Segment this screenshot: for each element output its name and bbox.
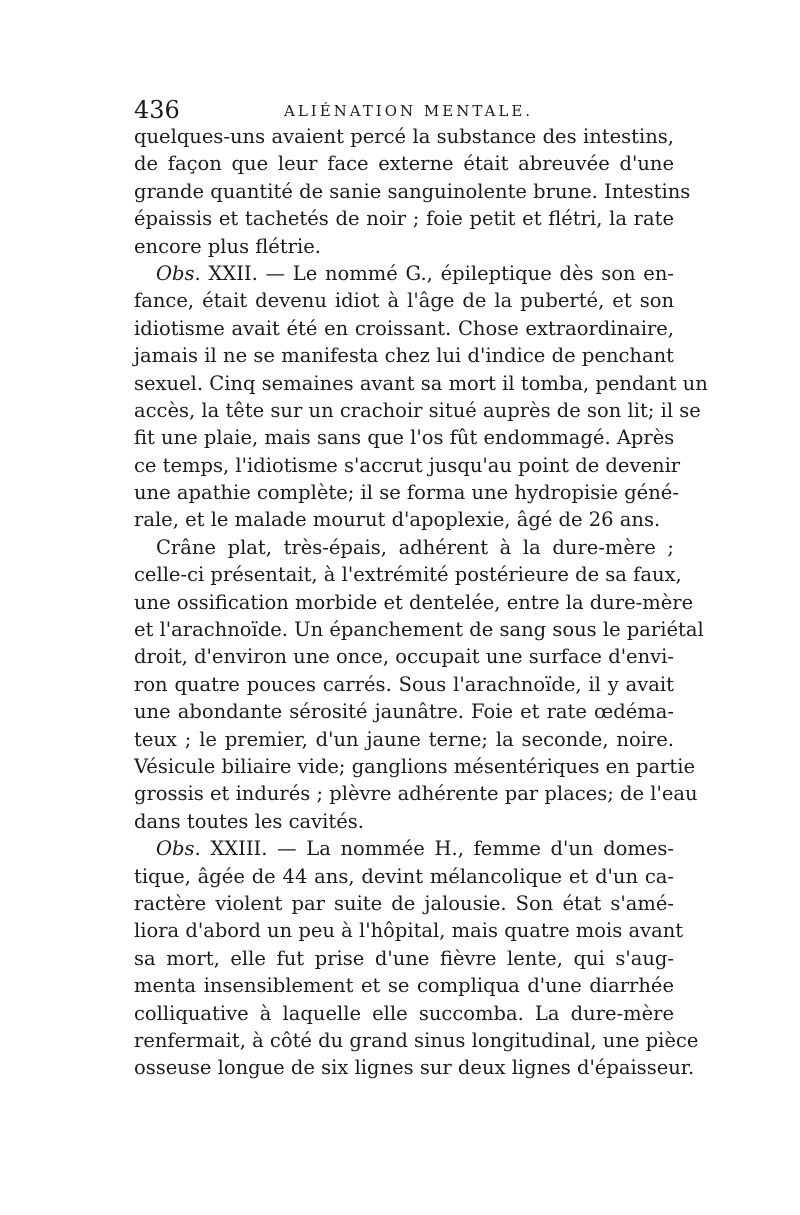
text-line: fit une plaie, mais sans que l'os fût endommagé. Après [134,426,675,450]
paragraph-obs-xxiii [134,835,699,1082]
text-line: épaissis et tachetés de noir ; foie petit et flétri, la rate [134,207,674,231]
text-line: ractère violent par suite de jalousie. Son état s'amé- [134,891,674,915]
text-line: Vésicule biliaire vide; ganglions mésentériques en partie [134,754,696,778]
obs-heading-text: XXII. — Le nommé G., épileptique dès son en- [200,261,674,285]
page-number: 436 [134,96,180,124]
text-line: de façon que leur face externe était abreuvée d'une [134,152,674,176]
obs-label: Obs. [156,261,201,285]
text-line: accès, la tête sur un crachoir situé auprès de son lit; il se [134,398,701,422]
text-line: quelques-uns avaient percé la substance des intestins, [134,125,674,148]
text-line: celle-ci présentait, à l'extrémité postérieure de sa faux, [134,563,682,587]
text-line: fance, était devenu idiot à l'âge de la puberté, et son [134,289,674,313]
text-line: une apathie complète; il se forma une hydropisie géné- [134,481,679,505]
text-line: menta insensiblement et se compliqua d'une diarrhée [134,974,674,998]
text-line: ce temps, l'idiotisme s'accrut jusqu'au point de devenir [134,453,681,477]
text-line: tique, âgée de 44 ans, devint mélancolique et d'un ca- [134,864,674,888]
text-line: une ossification morbide et dentelée, entre la dure-mère [134,590,694,614]
text-line: jamais il ne se manifesta chez lui d'indice de penchant [134,344,674,368]
text-line: droit, d'environ une once, occupait une surface d'envi- [134,645,674,669]
text-line [134,835,674,862]
body-text [134,123,708,1082]
paragraph-continuation [134,123,691,260]
text-line: dans toutes les cavités. [134,809,364,833]
text-line: renfermait, à côté du grand sinus longitudinal, une pièce [134,1028,699,1052]
text-line: colliquative à laquelle elle succomba. La dure-mère [134,1001,674,1025]
paragraph-autopsy [134,534,704,835]
text-line: et l'arachnoïde. Un épanchement de sang sous le pariétal [134,618,704,642]
text-line: sexuel. Cinq semaines avant sa mort il tomba, pendant un [134,371,708,395]
page-header [134,96,674,124]
text-line [134,260,674,287]
text-line: Crâne plat, très-épais, adhérent à la dure-mère ; [156,535,674,559]
text-line: grande quantité de sanie sanguinolente brune. Intestins [134,179,691,203]
obs-label: Obs. [156,837,201,861]
text-line: une abondante sérosité jaunâtre. Foie et rate œdéma- [134,700,674,724]
paragraph-obs-xxii [134,260,708,534]
obs-heading-text: XXIII. — La nommée H., femme d'un domes- [200,837,674,861]
text-line: encore plus flétrie. [134,234,321,258]
text-line: idiotisme avait été en croissant. Chose extraordinaire, [134,316,674,340]
text-line: osseuse longue de six lignes sur deux lignes d'épaisseur. [134,1056,695,1080]
text-line: teux ; le premier, d'un jaune terne; la seconde, noire. [134,727,674,751]
running-title: ALIÉNATION MENTALE. [284,102,534,120]
text-line: liora d'abord un peu à l'hôpital, mais quatre mois avant [134,919,684,943]
text-line: sa mort, elle fut prise d'une fièvre lente, qui s'aug- [134,946,674,970]
text-line: grossis et indurés ; plèvre adhérente par places; de l'eau [134,782,698,806]
text-line: rale, et le malade mourut d'apoplexie, âgé de 26 ans. [134,508,661,532]
text-line: ron quatre pouces carrés. Sous l'arachnoïde, il y avait [134,672,674,696]
